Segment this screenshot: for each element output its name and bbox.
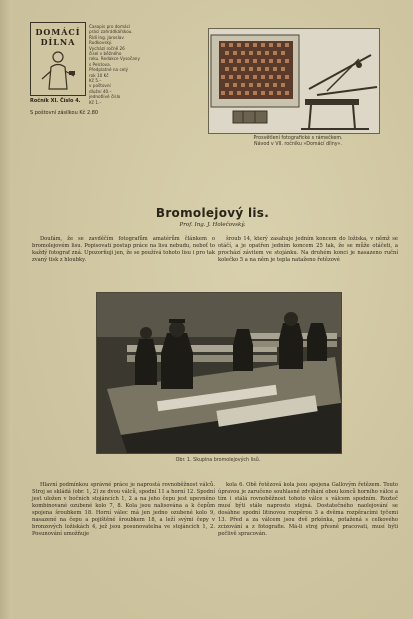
masthead-info-line: Časopis pro domácí [89,24,131,29]
logo-line1: DOMÁCÍ [35,27,81,37]
magazine-page [12,0,413,619]
paragraph: kola 6. Obě řetězová kola jsou spojena Gallovým řetězem. Touto úpravou je zaručeno souhlasné zdvíhání obou konců horního válce a tím i stálá rovnoběžnost tohoto válce s válcem spodním. Rozteč musí býti stále naprosto stejná. Dostatečného naolejování se dosáhne spodní litinovou rozpěrou 3 a dvěma rozpěracími tyčemi 13. Před a za válcem jsou dvě prkénka, potažená s celkového zcizování a z fotografie. Má-li stroj přesně pracovati, musí býti pečlivě spracován. [218,482,398,537]
masthead-info-line: s Pelclova. [89,61,112,67]
subscription-price: S poštovní zásilkou Kč 2.80 [30,110,99,116]
masthead-info-line: rok 10 Kč [89,72,109,78]
masthead-info-line: Vychází ročně 26 [89,45,125,51]
masthead-info-line: Kč 1.– [89,99,102,105]
printing-frame-illustration [209,29,379,133]
top-photo-caption [218,136,378,148]
masthead-info-line: jednotlivé číslo [89,94,121,100]
craftsman-icon [39,49,77,91]
masthead-info [89,24,153,105]
masthead-info-line: Rudkovský. [89,40,113,46]
masthead-info-line: Předplatné na celý [89,67,128,73]
text-column-4 [218,482,398,538]
article-author: Prof. Ing. J. Holečovský. [179,222,246,228]
masthead-info-line: práci zahrádkářskou. [89,29,133,35]
masthead-info-line: Řídí Ing. Jaroslav [89,34,124,40]
issue-number: Ročník XI. Číslo 4. [30,98,81,104]
domaci-dilna-logo [30,22,86,96]
masthead-info-line: dlužní 40.– [89,88,112,94]
text-column-1 [32,236,215,264]
masthead-info-line: roku. Redakce Vysočany [89,56,140,62]
paragraph: šroub 14, který zasahuje jedním koncem do ložiska, v němž se otáčí, a je opatřen jedním koncem 25 tak, že se může otáčeti, a prochází závitem ve stojánku. Na druhém konci je nasazeno ruční kolečko 5 a na něm je tepla nataženo řetězové [218,236,398,263]
masthead-info-line: v poštovní [89,83,111,89]
masthead-info-line: čísel v běžného [89,51,122,57]
paragraph: Hlavní podmínkou správné práce je naprostá rovnoběžnost válců. Stroj se skládá (obr. 1, 2) ze dvou válců, spodní 11 a horní 12. Spodní jest uložen v bočních stojáncích 1, 2 a na jeho čepu jest upevněno kombinované ozubené kolo 7, 8. Kola jsou nalisována a k čepům spojena šroubkem 18. Horní válec má jen jedno ozubené kolo 9, nasazené na čepu a pojištěné šroubkem 18, a leží svými čepy v bronzových ložiskách 4, jež jsou posunovatelna ve stojáncích 1, 2. Posunování umožňuje [32,482,215,537]
logo-line2: DÍLNA [40,37,76,47]
top-photo [208,28,380,134]
article-title: Bromolejový lis. [155,206,270,220]
masthead [30,22,200,120]
masthead-info-line: Kč 5.– [89,78,102,84]
caption-line: Prosvětlení fotografické s rámečkem. [253,136,343,141]
main-photo-caption: Obr. 1. Skupina bromolejových lisů. [175,458,261,463]
caption-line: Návod v VII. ročníku »Domácí dílny«. [254,142,342,147]
text-column-3 [32,482,215,538]
paragraph: Doufám, že se zavděčím fotografům amatérům článkem o bromolejovém lisu. Popisovati postup práce na lisu nebudu, neboť to každý fotograf zná. Upozorňuji jen, že se používá tohoto lisu i pro tak zvaný tisk z hloubky. [32,236,215,263]
main-photo [96,292,342,454]
bromoil-press-illustration [97,293,341,453]
text-column-2 [218,236,398,264]
